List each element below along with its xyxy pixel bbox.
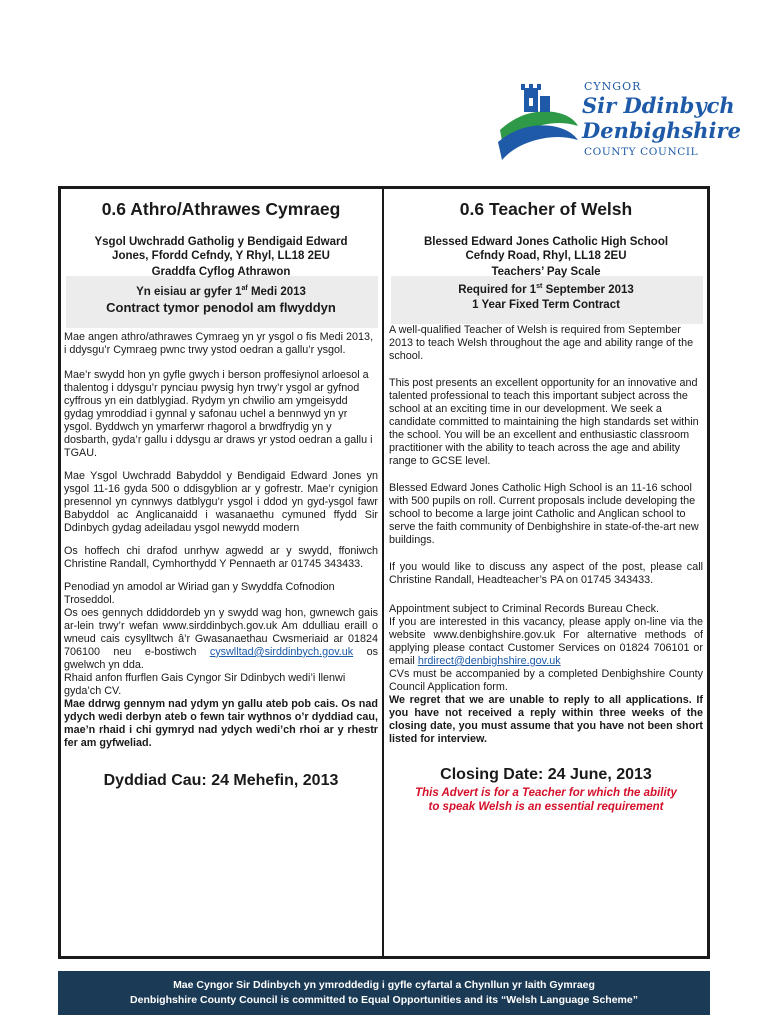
english-paragraph-form: CVs must be accompanied by a completed Denbighshire County Council Application form. — [389, 667, 703, 693]
welsh-school-line2: Jones, Ffordd Cefndy, Y Rhyl, LL18 2EU — [112, 250, 330, 262]
welsh-start-date: Yn eisiau ar gyfer $1^{af}$ Medi 2013 — [136, 285, 306, 298]
welsh-essential-note-line1: This Advert is for a Teacher for which the ability — [415, 786, 677, 799]
english-paragraph-school: Blessed Edward Jones Catholic High School is an 11-16 school with 500 pupils on roll. Current proposals include developing the school to become a large joint Catholic and Anglican school to serve the faith community of Denbighshire in state-of-the-art new buildings. — [389, 481, 699, 546]
english-paragraph-opportunity: This post presents an excellent opportunity for an innovative and talented professional to teach this important subject across the school at an exciting time in our development. We seek a candidate committed to maintaining the high standards set within the school. You will be an excellent and enthusiastic classroom practitioner with the ability to teach across the age and ability range to GCSE level. — [389, 376, 699, 467]
welsh-paragraph-contact: Os hoffech chi drafod unrhyw agwedd ar y swydd, ffoniwch Christine Randall, Cymhorthydd Y Pennaeth ar 01745 343433. — [64, 544, 378, 570]
welsh-paragraph-check: Penodiad yn amodol ar Wiriad gan y Swyddfa Cofnodion Troseddol. — [64, 580, 335, 606]
footer-english-line: Denbighshire County Council is committed to Equal Opportunities and its “Welsh Language Scheme” — [130, 994, 638, 1006]
english-paragraph-check: Appointment subject to Criminal Records Bureau Check. — [389, 602, 660, 615]
logo-denbighshire: Denbighshire — [582, 118, 741, 143]
english-contract: 1 Year Fixed Term Contract — [472, 298, 620, 311]
welsh-contract: Contract tymor penodol am flwyddyn — [106, 299, 336, 315]
welsh-paragraph-form: Rhaid anfon ffurflen Gais Cyngor Sir Ddinbych wedi’i llenwi gyda’ch CV. — [64, 671, 346, 697]
welsh-column — [64, 189, 378, 790]
english-school-line2: Cefndy Road, Rhyl, LL18 2EU — [465, 250, 627, 262]
welsh-pay-scale: Graddfa Cyflog Athrawon — [151, 266, 291, 278]
castle-emblem-icon — [494, 82, 582, 160]
welsh-paragraph-intro: Mae angen athro/athrawes Cymraeg yn yr ysgol o fis Medi 2013, i ddysgu’r Cymraeg pwnc trwy ystod oedran a gallu’r ysgol. — [64, 330, 374, 356]
english-title: 0.6 Teacher of Welsh — [459, 199, 633, 219]
english-pay-scale: Teachers’ Pay Scale — [491, 266, 601, 278]
logo-county-council: COUNTY COUNCIL — [584, 146, 699, 158]
column-divider — [382, 186, 384, 959]
footer-welsh-line: Mae Cyngor Sir Ddinbych yn ymroddedig i gyfle cyfartal a Chynllun yr Iaith Gymraeg — [173, 979, 595, 991]
english-email-link[interactable]: hrdirect@denbighshire.gov.uk — [417, 654, 561, 667]
equal-opportunities-footer — [58, 971, 710, 1015]
english-column — [389, 189, 703, 814]
english-paragraph-contact: If you would like to discuss any aspect of the post, please call Christine Randall, Headteacher’s PA on 01745 343433. — [389, 560, 703, 586]
english-paragraph-intro: A well-qualified Teacher of Welsh is required from September 2013 to teach Welsh throughout the age and ability range of the school. — [389, 323, 694, 362]
welsh-paragraph-opportunity: Mae’r swydd hon yn gyfle gwych i berson proffesiynol arloesol a thalentog i ddysgu’r pynciau pwysig hyn trwy’r ysgol ar gyfnod cyffrous yn ein datblygiad. Rydym yn chwilio am ymgeisydd gydag ymroddiad i gynnal y safonau uchel a bennwyd yn yr ysgol. Byddwch yn ymarferwr rhagorol a brwdfrydig yn y dosbarth, gyda’r gallu i ddysgu ar draws yr ystod oedran a gallu i TGAU. — [64, 368, 373, 459]
welsh-title: 0.6 Athro/Athrawes Cymraeg — [101, 199, 341, 219]
logo-sir-ddinbych: Sir Ddinbych — [582, 93, 735, 118]
welsh-closing-date: Dyddiad Cau: 24 Mehefin, 2013 — [103, 771, 339, 789]
english-closing-date: Closing Date: 24 June, 2013 — [440, 765, 652, 783]
english-paragraph-regret: We regret that we are unable to reply to all applications. If you have not received a reply within three weeks of the closing date, you must assume that you have not been short listed for interview. — [389, 693, 703, 745]
welsh-school-line1: Ysgol Uwchradd Gatholig y Bendigaid Edward — [94, 236, 348, 248]
welsh-paragraph-apply: Os oes gennych ddiddordeb yn y swydd wag hon, gwnewch gais ar-lein trwy’r wefan www.sirddinbych.gov.uk Am ddulliau eraill o wneud cais cysylltwch â’r Gwasanaethau Cwsmeriaid ar 01824 706100 neu e-bostiwch cyswlltad@sirddinbych.gov.uk os gwelwch yn dda. — [64, 606, 378, 671]
logo-cyngor: CYNGOR — [584, 80, 642, 93]
english-school-line1: Blessed Edward Jones Catholic High School — [423, 236, 669, 248]
english-paragraph-apply: If you are interested in this vacancy, please apply on-line via the website www.denbighshire.gov.uk For alternative methods of applying please contact Customer Services on 01824 706101 or email hrdirect@denbighshire.gov.uk — [389, 615, 703, 667]
english-start-date: Required for 1st September 2013 — [458, 283, 634, 296]
welsh-essential-note-line2: to speak Welsh is an essential requirement — [428, 800, 664, 813]
welsh-paragraph-school: Mae Ysgol Uwchradd Babyddol y Bendigaid Edward Jones yn ysgol 11-16 gyda 500 o ddisgyblion ar y gofrestr. Mae’r cynigion presennol yn cynnwys datblygu’r ysgol i ddod yn gyd-ysgol fawr Babyddol ac Anglicanaidd i wasanaethu cymuned ffydd Sir Ddinbych gydag adeiladau ysgol newydd modern — [64, 469, 378, 534]
welsh-email-link[interactable]: cyswlltad@sirddinbych.gov.uk — [209, 645, 354, 658]
welsh-paragraph-regret: Mae ddrwg gennym nad ydym yn gallu ateb pob cais. Os nad ydych wedi derbyn ateb o fewn tair wythnos o’r dyddiad cau, mae’n rhaid i chi gymryd nad ydych wedi’ch rhoi ar y rhestr fer am gyfweliad. — [64, 697, 378, 749]
council-logo — [494, 80, 741, 165]
